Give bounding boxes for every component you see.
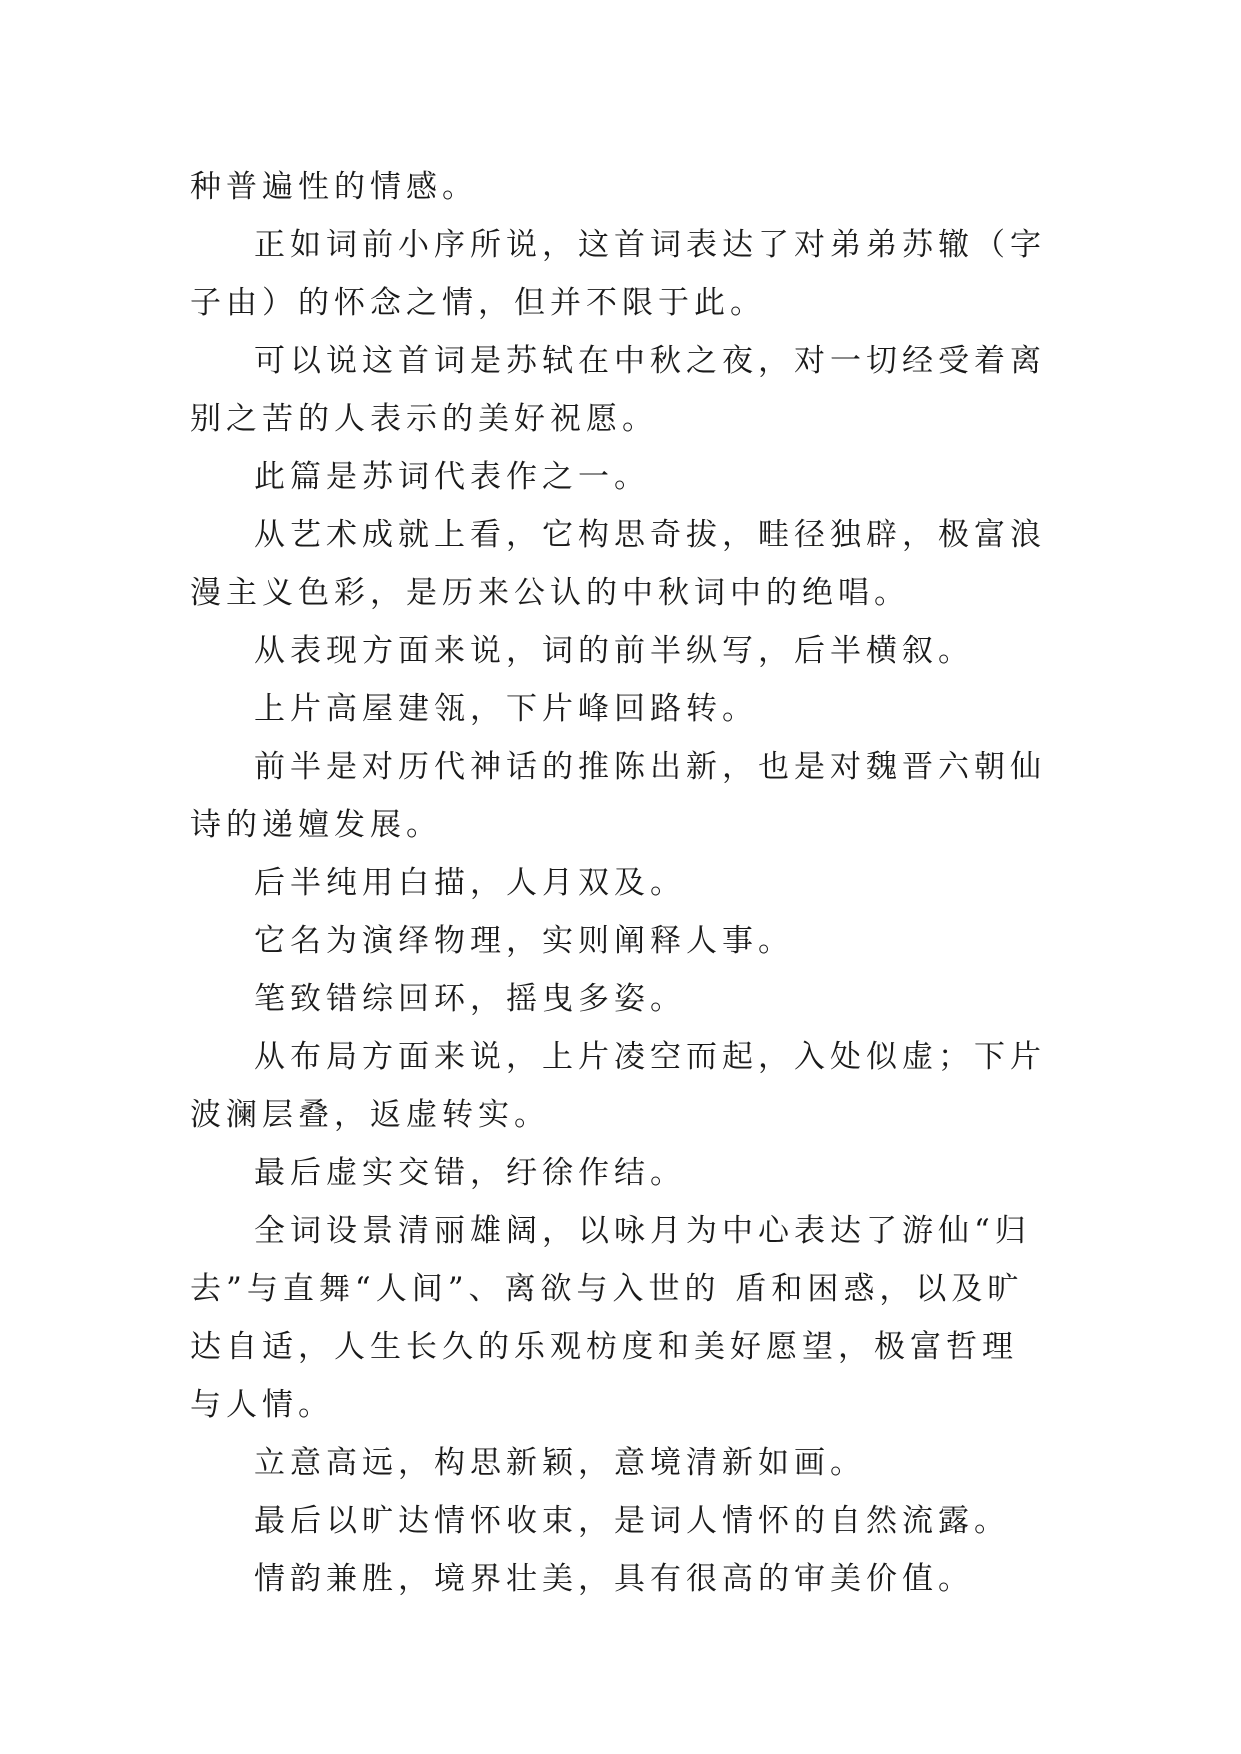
paragraph: 上片高屋建瓴，下片峰回路转。 <box>254 691 758 727</box>
paragraph: 情韵兼胜，境界壮美，具有很高的审美价值。 <box>254 1561 974 1597</box>
paragraph: 种普遍性的情感。 <box>190 169 478 205</box>
paragraph: 从艺术成就上看，它构思奇拔，畦径独辟，极富浪漫主义色彩，是历来公认的中秋词中的绝唱。 <box>190 517 1046 611</box>
document-body <box>190 158 1050 1608</box>
paragraph: 此篇是苏词代表作之一。 <box>254 459 650 495</box>
paragraph: 最后以旷达情怀收束，是词人情怀的自然流露。 <box>254 1503 1010 1539</box>
paragraph: 从布局方面来说，上片凌空而起，入处似虚；下片波澜层叠，返虚转实。 <box>190 1039 1046 1133</box>
paragraph: 正如词前小序所说，这首词表达了对弟弟苏辙（字子由）的怀念之情，但并不限于此。 <box>190 227 1046 321</box>
paragraph: 最后虚实交错，纡徐作结。 <box>254 1155 686 1191</box>
paragraph: 笔致错综回环，摇曳多姿。 <box>254 981 686 1017</box>
paragraph: 前半是对历代神话的推陈出新，也是对魏晋六朝仙诗的递嬗发展。 <box>190 749 1046 843</box>
paragraph: 立意高远，构思新颖，意境清新如画。 <box>254 1445 866 1481</box>
paragraph: 从表现方面来说，词的前半纵写，后半横叙。 <box>254 633 974 669</box>
paragraph: 它名为演绎物理，实则阐释人事。 <box>254 923 794 959</box>
paragraph: 后半纯用白描，人月双及。 <box>254 865 686 901</box>
paragraph: 全词设景清丽雄阔，以咏月为中心表达了游仙“归去”与直舞“人间”、离欲与入世的 盾和困惑，以及旷达自适，人生长久的乐观枋度和美好愿望，极富哲理与人情。 <box>190 1213 1031 1423</box>
paragraph: 可以说这首词是苏轼在中秋之夜，对一切经受着离别之苦的人表示的美好祝愿。 <box>190 343 1046 437</box>
